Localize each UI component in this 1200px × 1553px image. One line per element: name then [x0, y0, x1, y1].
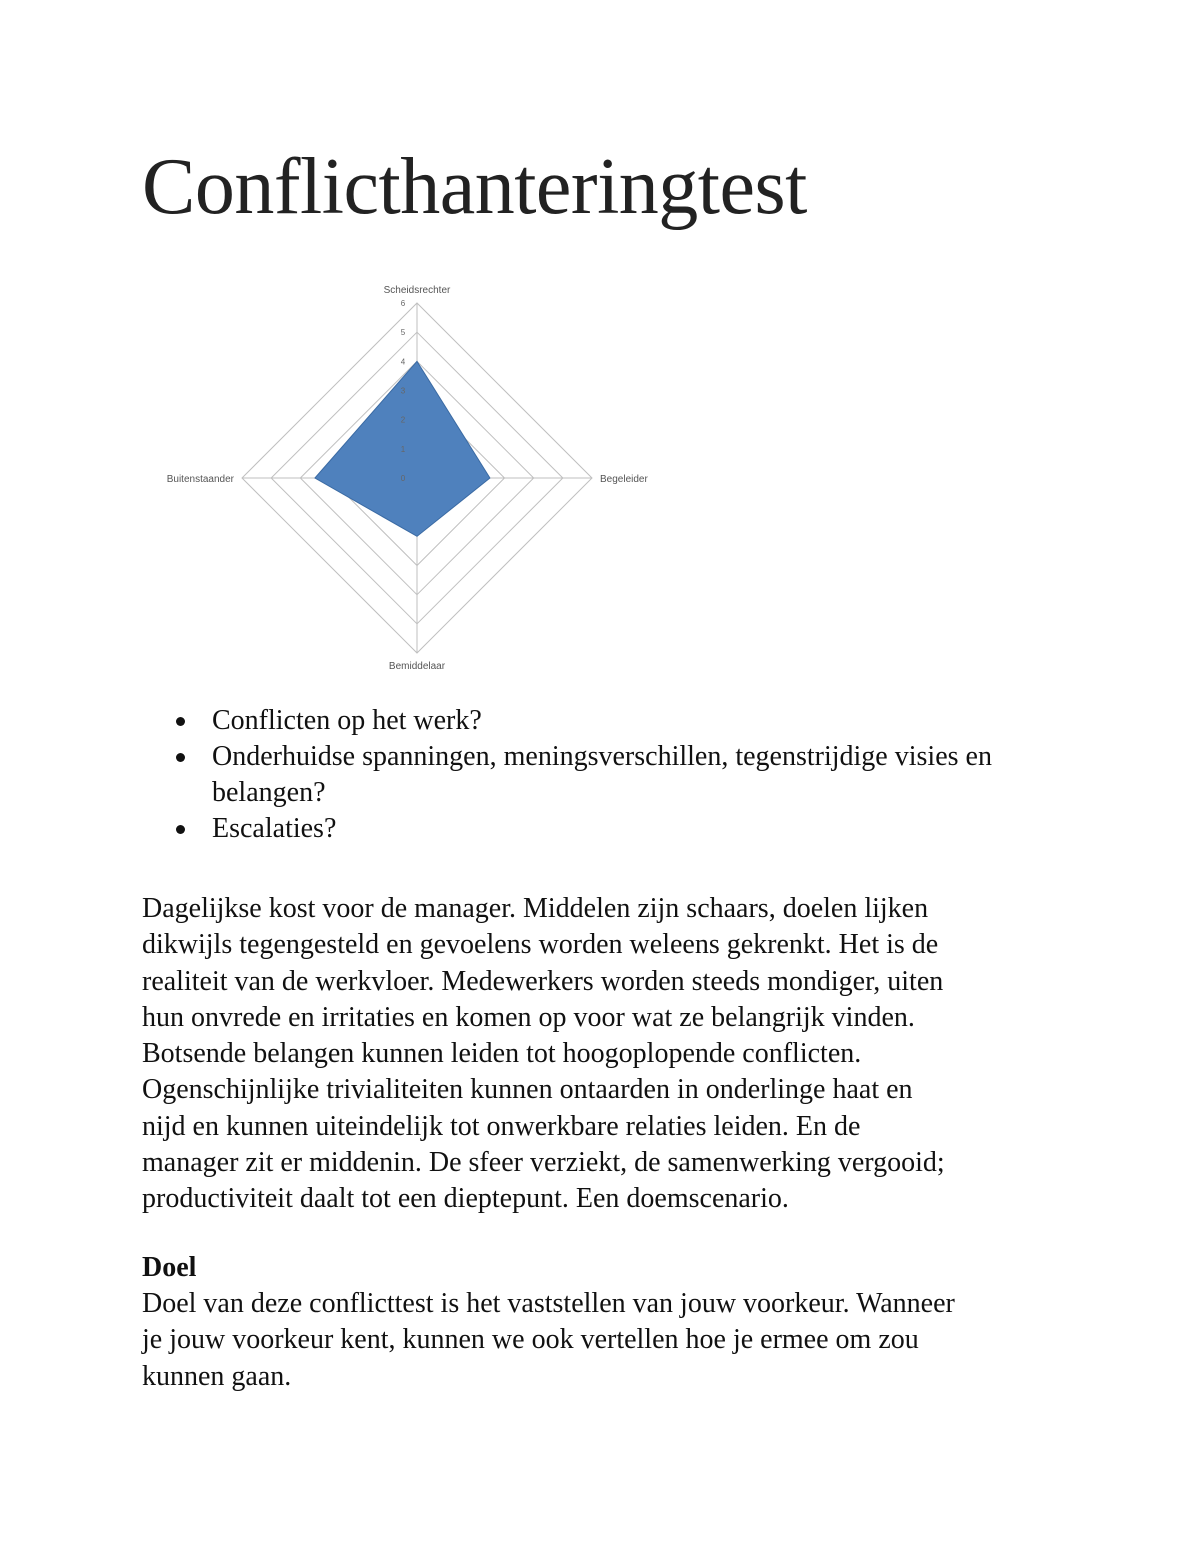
paragraph-line: manager zit er middenin. De sfeer verziekt, de samenwerking vergooid;: [142, 1147, 945, 1179]
radar-tick-label: 5: [400, 328, 406, 338]
bullet-list: [170, 703, 1070, 847]
bullet-dot: [176, 717, 185, 726]
page-title: Conflicthanteringtest: [142, 143, 807, 231]
paragraph-line: dikwijls tegengesteld en gevoelens worden weleens gekrenkt. Het is de: [142, 929, 939, 961]
radar-tick-label: 2: [400, 415, 406, 425]
list-item-text: Escalaties?: [212, 813, 337, 844]
list-item-text: Onderhuidse spanningen, meningsverschillen, tegenstrijdige visies en belangen?: [212, 741, 992, 808]
radar-tick-label: 0: [400, 474, 406, 483]
intro-paragraph: [142, 891, 1067, 1218]
radar-axis-label: Scheidsrechter: [383, 285, 451, 296]
paragraph-line: Dagelijkse kost voor de manager. Middelen zijn schaars, doelen lijken: [142, 893, 929, 924]
section-heading-doel: Doel: [142, 1252, 197, 1283]
radar-axis-label: Begeleider: [600, 474, 648, 485]
radar-tick-label: 6: [400, 299, 406, 308]
paragraph-line: Botsende belangen kunnen leiden tot hoogoplopende conflicten.: [142, 1038, 862, 1070]
paragraph-line: realiteit van de werkvloer. Medewerkers worden steeds mondiger, uiten: [142, 965, 944, 997]
radar-tick-label: 1: [400, 444, 406, 454]
paragraph-line: je jouw voorkeur kent, kunnen we ook vertellen hoe je ermee om zou: [142, 1324, 919, 1356]
paragraph-line: kunnen gaan.: [142, 1360, 292, 1392]
radar-axis-label: Buitenstaander: [166, 474, 234, 485]
list-item-text: Conflicten op het werk?: [212, 705, 482, 736]
paragraph-line: Doel van deze conflicttest is het vaststellen van jouw voorkeur. Wanneer: [142, 1288, 955, 1319]
paragraph-line: nijd en kunnen uiteindelijk tot onwerkbare relaties leiden. En de: [142, 1110, 861, 1142]
list-item: [170, 703, 1070, 739]
paragraph-line: productiviteit daalt tot een dieptepunt. Een doemscenario.: [142, 1183, 789, 1215]
paragraph-line: Ogenschijnlijke trivialiteiten kunnen ontaarden in onderlinge haat en: [142, 1074, 913, 1106]
list-item: [170, 739, 1070, 811]
paragraph-line: hun onvrede en irritaties en komen op voor wat ze belangrijk vinden.: [142, 1001, 915, 1033]
radar-chart: [142, 268, 702, 688]
bullet-dot: [176, 825, 185, 834]
radar-tick-label: 4: [400, 357, 406, 367]
radar-chart-svg: [142, 268, 702, 688]
list-item: [170, 811, 1070, 847]
bullet-dot: [176, 753, 185, 762]
radar-axis-label: Bemiddelaar: [388, 661, 446, 672]
radar-tick-label: 3: [400, 386, 406, 396]
goal-paragraph: [142, 1286, 1067, 1395]
